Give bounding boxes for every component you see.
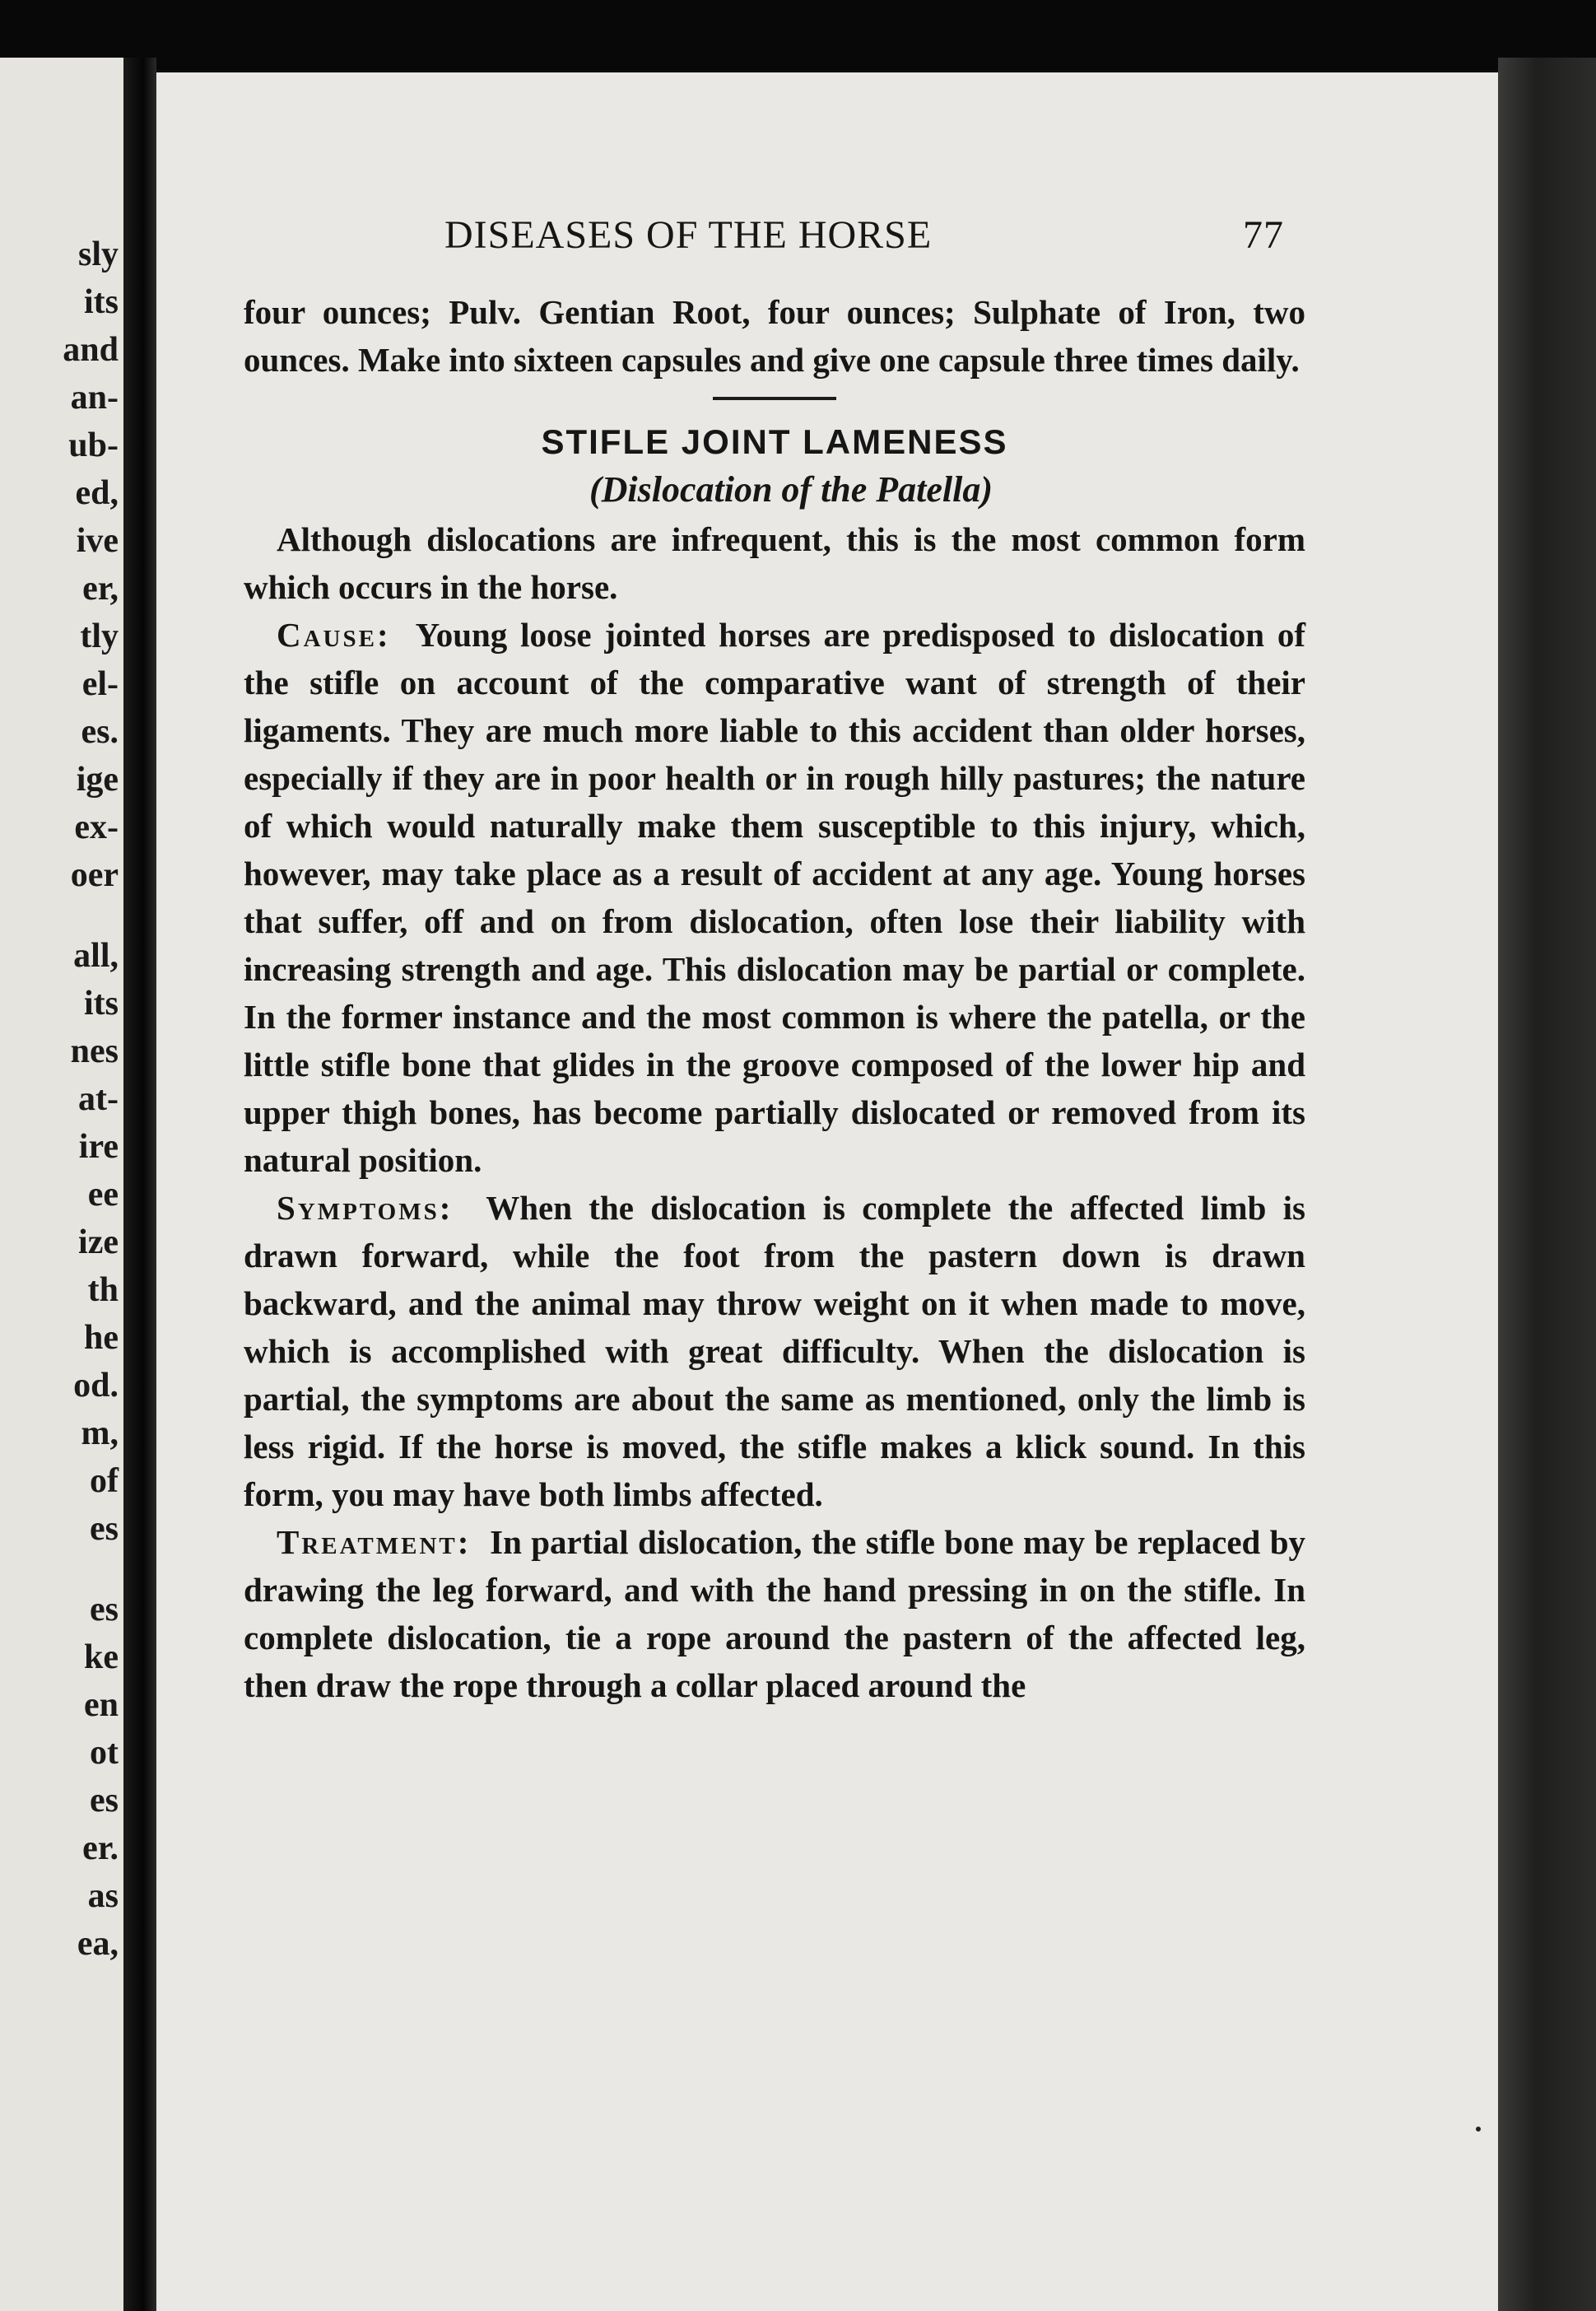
symptoms-paragraph bbox=[244, 1184, 1305, 1518]
scan-top-border bbox=[0, 0, 1596, 70]
facing-page-line-fragment: ige bbox=[76, 761, 119, 799]
page-edge-shadow bbox=[1498, 58, 1596, 2311]
facing-page-line-fragment: od. bbox=[73, 1367, 119, 1405]
facing-page-line-fragment: ex- bbox=[74, 808, 119, 846]
facing-page-line-fragment: sly bbox=[77, 235, 119, 273]
facing-page-line-fragment: ed, bbox=[75, 474, 119, 512]
page-number: 77 bbox=[1243, 213, 1284, 257]
facing-page-line-fragment: ize bbox=[78, 1223, 119, 1261]
cause-label: Cause: bbox=[277, 616, 391, 654]
facing-page-line-fragment: an- bbox=[70, 379, 119, 417]
cause-text: Young loose jointed horses are predisposed to dislocation of the stifle on account of the comparative want of strength of their ligaments. They are much more liable to this accident than older horses, especially if they are in poor health or in rough hilly pastures; the nature of which would naturally make them susceptible to this injury, which, however, may take place as a result of accident at any age. Young horses that suffer, off and on from dislocation, often lose their liability with increasing strength and age. This dislocation may be partial or complete. In the former instance and the most common is where the patella, or the little stifle bone that glides in the groove composed of the lower hip and upper thigh bones, has become partially dislocated or removed from its natural position. bbox=[244, 616, 1305, 1179]
treatment-text: In partial dislocation, the stifle bone may be replaced by drawing the leg forward, and with the hand pressing in on the stifle. In complete dislocation, tie a rope around the pastern of the affected leg, then draw the rope through a collar placed around the bbox=[244, 1523, 1305, 1704]
facing-page-line-fragment: er, bbox=[82, 570, 119, 608]
facing-page-line-fragment: er. bbox=[82, 1829, 119, 1867]
facing-page-line-fragment: ot bbox=[90, 1734, 119, 1772]
page-body bbox=[244, 288, 1305, 1709]
facing-page-line-fragment: m, bbox=[81, 1414, 119, 1452]
facing-page-line-fragment: of bbox=[90, 1462, 119, 1500]
facing-page-line-fragment: es bbox=[90, 1782, 119, 1819]
section-subheading: (Dislocation of the Patella) bbox=[589, 469, 993, 510]
facing-page-line-fragment: oer bbox=[70, 856, 119, 894]
facing-page-line-fragment: as bbox=[87, 1877, 119, 1915]
facing-page-line-fragment: ee bbox=[87, 1176, 119, 1214]
opening-paragraph: four ounces; Pulv. Gentian Root, four ounces; Sulphate of Iron, two ounces. Make into sixteen capsules and give one capsule three times daily. bbox=[244, 293, 1305, 379]
facing-page-line-fragment: th bbox=[87, 1271, 119, 1309]
facing-page-line-fragment: ea, bbox=[77, 1925, 119, 1963]
facing-page-line-fragment: es. bbox=[81, 713, 119, 751]
facing-page-line-fragment: nes bbox=[70, 1032, 119, 1070]
section-heading: STIFLE JOINT LAMENESS bbox=[541, 422, 1008, 461]
paper-speck bbox=[1476, 2127, 1481, 2132]
facing-page-line-fragment: ub- bbox=[68, 426, 119, 464]
treatment-label: Treatment: bbox=[277, 1523, 472, 1561]
facing-page-line-fragment: el- bbox=[81, 665, 119, 703]
facing-page-line-fragment: and bbox=[63, 331, 119, 369]
facing-page-line-fragment: ke bbox=[84, 1638, 119, 1676]
cause-paragraph bbox=[244, 611, 1305, 1184]
facing-page-line-fragment: ive bbox=[76, 522, 119, 560]
facing-page-line-fragment: all, bbox=[73, 937, 119, 975]
running-head-title: DISEASES OF THE HORSE bbox=[444, 213, 933, 257]
symptoms-text: When the dislocation is complete the affected limb is drawn forward, while the foot from the pastern down is drawn backward, and the animal may throw weight on it when made to move, which is accomplished with great difficulty. When the dislocation is partial, the symptoms are about the same as mentioned, only the limb is less rigid. If the horse is moved, the stifle makes a klick sound. In this form, you may have both limbs affected. bbox=[244, 1189, 1306, 1513]
facing-page-line-fragment: en bbox=[84, 1686, 119, 1724]
facing-page-line-fragment: its bbox=[84, 985, 119, 1023]
facing-page-line-fragment: at- bbox=[78, 1080, 119, 1118]
treatment-paragraph bbox=[244, 1518, 1305, 1709]
facing-page-line-fragment: its bbox=[84, 283, 119, 321]
facing-page-edge bbox=[0, 58, 123, 2311]
book-gutter bbox=[123, 58, 156, 2311]
symptoms-label: Symptoms: bbox=[277, 1189, 454, 1227]
facing-page-line-fragment: tly bbox=[80, 617, 119, 655]
facing-page-line-fragment: he bbox=[84, 1319, 119, 1357]
facing-page-line-fragment: ire bbox=[78, 1128, 119, 1166]
facing-page-line-fragment: es bbox=[90, 1591, 119, 1628]
section-divider bbox=[713, 397, 836, 400]
facing-page-line-fragment: es bbox=[90, 1510, 119, 1548]
intro-paragraph: Although dislocations are infrequent, this is the most common form which occurs in the horse. bbox=[244, 520, 1305, 606]
